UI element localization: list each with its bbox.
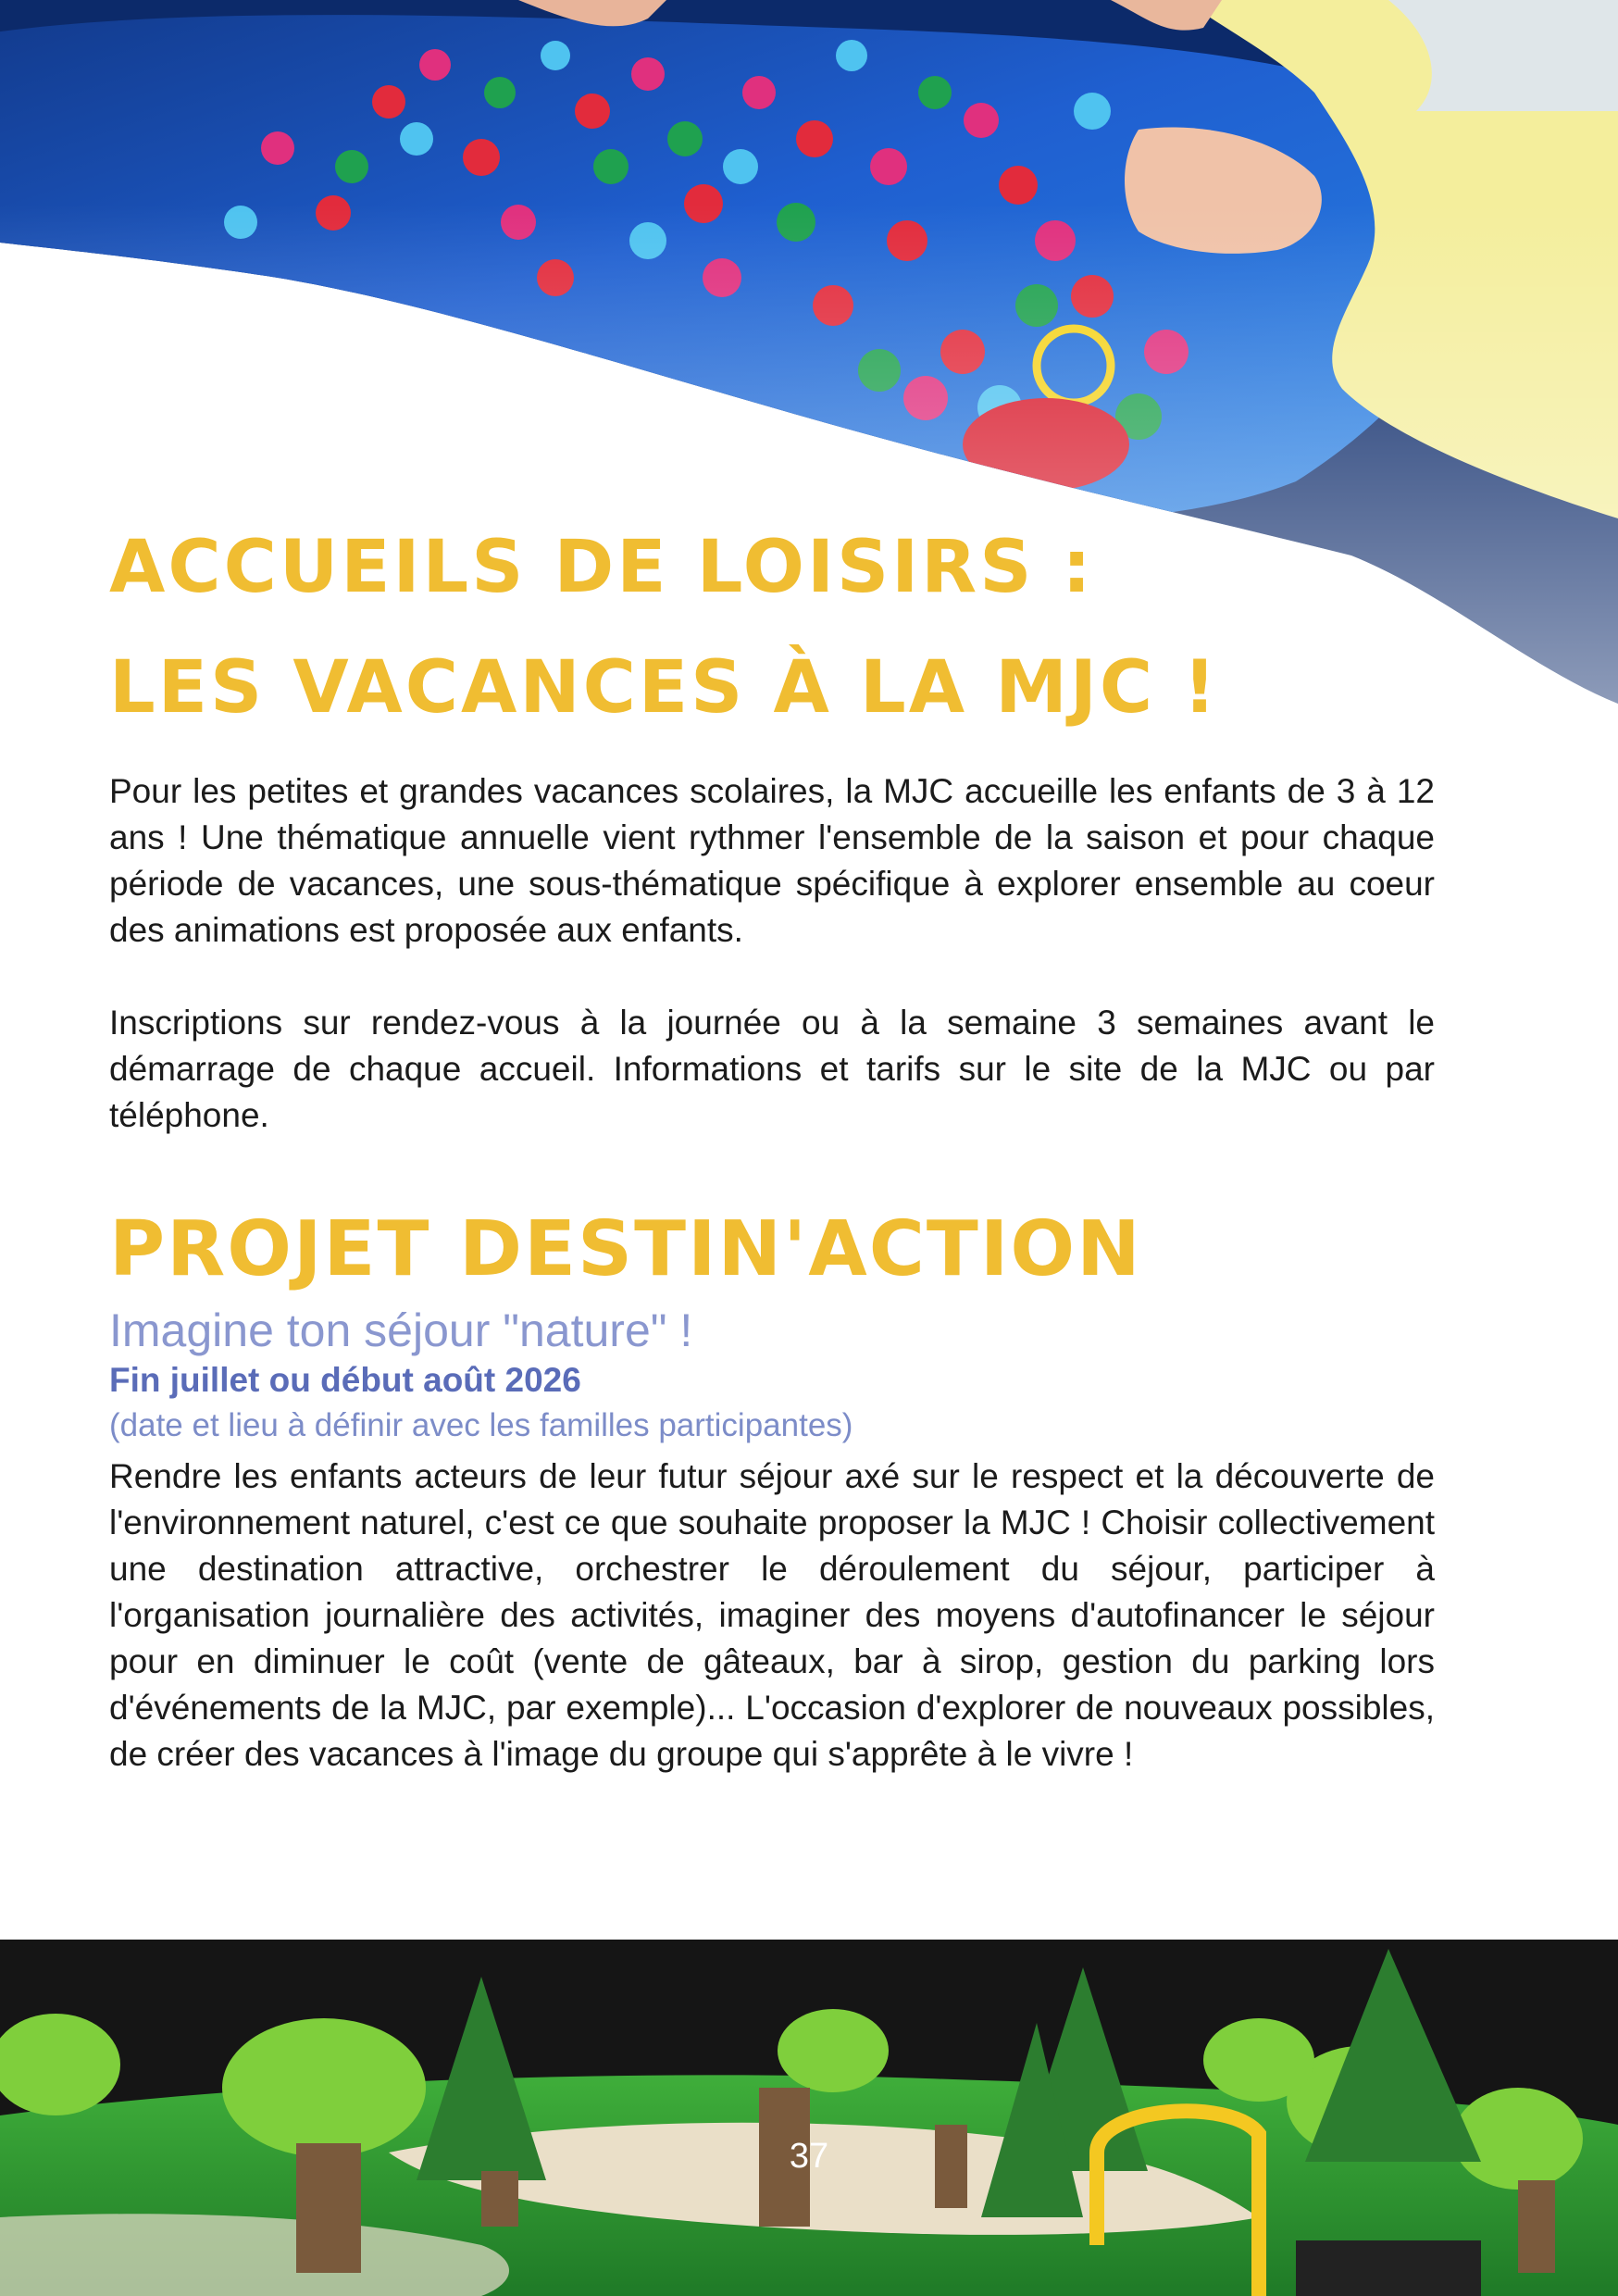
page-number: 37: [789, 2137, 829, 2176]
bottom-photo-miniature-forest: [0, 1940, 1618, 2296]
project-title: PROJET DESTIN'ACTION: [109, 1205, 1142, 1293]
section-title-line-2: LES VACANCES À LA MJC !: [109, 646, 1219, 730]
project-date-note: (date et lieu à définir avec les familles participantes): [109, 1407, 853, 1443]
registration-paragraph: Inscriptions sur rendez-vous à la journée ou à la semaine 3 semaines avant le démarrage de chaque accueil. Informations et tarifs sur le site de la MJC ou par téléphone.: [109, 1004, 1435, 1134]
section-title-line-1: ACCUEILS DE LOISIRS :: [109, 526, 1094, 609]
project-description: Rendre les enfants acteurs de leur futur séjour axé sur le respect et la découverte de l'environnement naturel, c'est ce que souhaite proposer la MJC ! Choisir collectivement une destination attractive, orchestrer le déroulement du séjour, participer à l'organisation journalière des activités, imaginer des moyens d'autofinancer le séjour pour en diminuer le coût (vente de gâteaux, bar à sirop, gestion du parking lors d'événements de la MJC, par exemple)... L'occasion d'explorer de nouveaux possibles, de créer des vacances à l'image du groupe qui s'apprête à le vivre !: [109, 1457, 1435, 1773]
project-date: Fin juillet ou début août 2026: [109, 1361, 581, 1399]
top-photo-bottle-caps: [0, 0, 1618, 722]
intro-paragraph: Pour les petites et grandes vacances scolaires, la MJC accueille les enfants de 3 à 12 ans ! Une thématique annuelle vient rythmer l'ensemble de la saison et pour chaque période de vacances, une sous-thématique spécifique à explorer ensemble au coeur des animations est proposée aux enfants.: [109, 772, 1435, 949]
project-subtitle: Imagine ton séjour "nature" !: [109, 1304, 693, 1356]
